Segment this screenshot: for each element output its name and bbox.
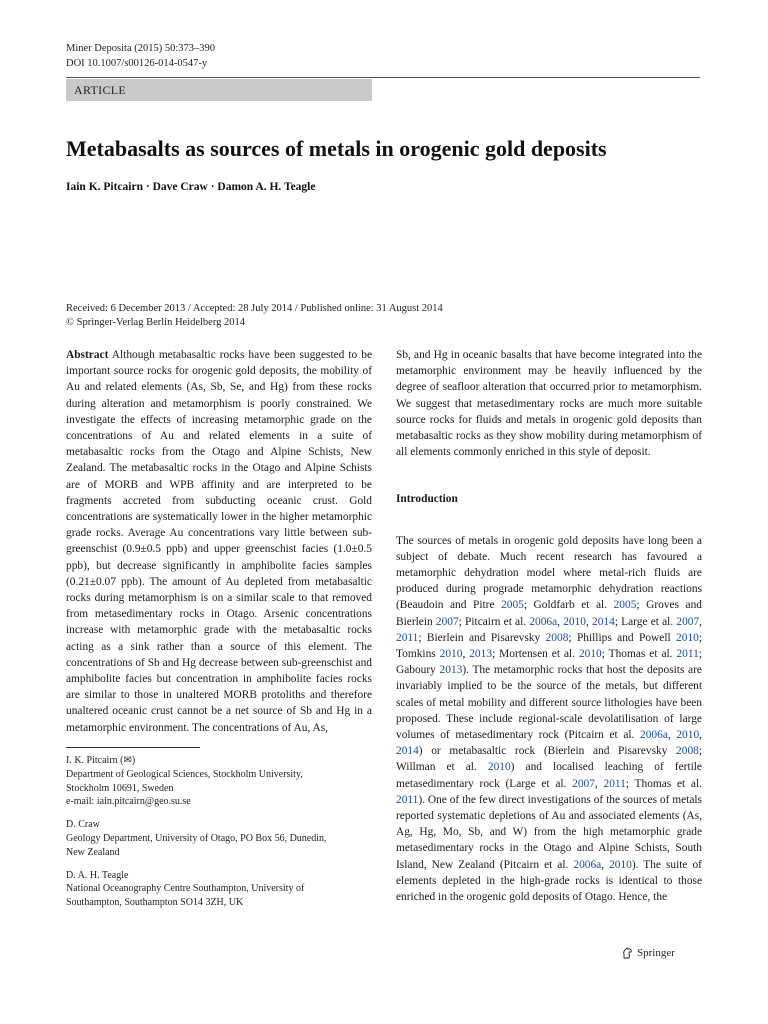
citation-link[interactable]: 2008 — [676, 745, 699, 758]
abstract-column-left — [66, 347, 372, 736]
affiliation-block — [66, 754, 372, 809]
introduction-text: ; Groves and Bierlein — [396, 599, 702, 628]
journal-header — [66, 41, 215, 71]
citation-link[interactable]: 2011 — [603, 777, 626, 790]
history-dates: Received: 6 December 2013 / Accepted: 28 July 2014 / Published online: 31 August 2014 — [66, 303, 443, 314]
header-rule — [66, 77, 700, 78]
introduction-text: ) or metabasaltic rock (Bierlein and Pisarevsky — [418, 745, 677, 758]
abstract-continuation: Sb, and Hg in oceanic basalts that have become integrated into the metamorphic environment may be heavily influenced by the degree of seafloor alteration that occurred prior to metamorphism. We suggest that metasedimentary rocks are much more suitable source rocks for fluids and metals in orogenic gold deposits than metabasaltic rocks as they show mobility during metamorphism of all elements commonly enriched in this style of deposit. — [396, 349, 702, 459]
paper-title: Metabasalts as sources of metals in orogenic gold deposits — [66, 136, 607, 161]
citation-link[interactable]: 2010 — [609, 858, 632, 871]
introduction-text: , — [594, 777, 604, 790]
springer-horse-icon — [622, 947, 633, 959]
introduction-text: ; Goldfarb et al. — [523, 599, 614, 612]
author-name: D. Craw — [66, 819, 100, 831]
affiliation-line: Southampton, Southampton SO14 3ZH, UK — [66, 897, 244, 909]
citation-link[interactable]: 2006a — [640, 729, 668, 742]
footnote-rule — [66, 747, 200, 748]
introduction-text: , — [585, 615, 593, 628]
citation-link[interactable]: 2005 — [501, 599, 524, 612]
introduction-text: The sources of metals in orogenic gold deposits have long been a subject of debate. Much recent research has favoured a metamorphic dehydration model where metal-rich fluids are produced during prograde metamorphic dehydration reactions (Beaudoin and Pitre — [396, 534, 702, 612]
affiliation-block — [66, 818, 372, 859]
citation-link[interactable]: 2007 — [572, 777, 595, 790]
publisher-name: Springer — [637, 947, 675, 959]
citation-link[interactable]: 2010 — [563, 615, 586, 628]
introduction-text: ; Pitcairn et al. — [458, 615, 530, 628]
citation-link[interactable]: 2006a — [573, 858, 602, 871]
citation-link[interactable]: 2013 — [469, 648, 493, 661]
affiliation-line: Stockholm 10691, Sweden — [66, 782, 174, 794]
publication-dates — [66, 302, 443, 330]
citation-link[interactable]: 2006a — [529, 615, 558, 628]
introduction-text: ). The suite of elements depleted in the high-grade rocks is identical to those enriched in the orogenic gold deposits of Otago. Hence, the — [396, 858, 702, 904]
author-list: Iain K. Pitcairn · Dave Craw · Damon A. H. Teagle — [66, 181, 316, 193]
citation-link[interactable]: 2013 — [439, 664, 463, 677]
author-name: I. K. Pitcairn (✉) — [66, 755, 136, 766]
copyright-line: © Springer-Verlag Berlin Heidelberg 2014 — [66, 317, 246, 328]
introduction-text: ; Phillips and Powell — [568, 631, 677, 644]
citation-link[interactable]: 2008 — [545, 631, 569, 644]
citation-link[interactable]: 2010 — [487, 761, 511, 774]
citation-link[interactable]: 2010 — [676, 631, 699, 644]
introduction-text: ; Thomas et al. — [601, 648, 677, 661]
affiliation-line: New Zealand — [66, 846, 120, 858]
introduction-heading: Introduction — [396, 493, 458, 506]
citation-link[interactable]: 2010 — [578, 648, 602, 661]
introduction-text: ; Tomkins — [396, 631, 702, 661]
affiliation-line[interactable]: e-mail: iain.pitcairn@geo.su.se — [66, 796, 191, 808]
section-label-bar — [66, 79, 372, 101]
citation-link[interactable]: 2011 — [396, 793, 419, 806]
abstract-label: Abstract — [66, 349, 109, 361]
affiliations — [66, 754, 372, 919]
introduction-text: ) and localised leaching of fertile metasedimentary rock (Large et al. — [396, 761, 702, 790]
introduction-text: ; Thomas et al. — [625, 777, 702, 790]
affiliation-line: National Oceanography Centre Southampton, University of — [66, 883, 305, 895]
introduction-text: , — [699, 729, 702, 742]
abstract-text: Although metabasaltic rocks have been suggested to be important source rocks for orogenic gold deposits, the mobility of Au and related elements (As, Sb, Se, and Hg) from these rocks during alteration and metamorphism is poorly constrained. We investigate the effects of increasing metamorphic grade on the concentrations of Au and related elements in a suite of metabasaltic rocks from the Otago and Alpine Schists, New Zealand. The metabasaltic rocks in the Otago and Alpine Schists are of MORB and WPB affinity and are interpreted to be fragments accreted from subducting oceanic crust. Gold concentrations are systematically lower in the higher metamorphic grade rocks. Average Au concentrations vary little between sub-greenschist (0.9±0.5 ppb) and upper greenschist facies (1.0±0.5 ppb), but decrease significantly in amphibolite facies samples (0.21±0.07 ppb). The amount of Au depleted from metabasaltic rocks during metamorphism is on a similar scale to that removed from metasedimentary rocks in Otago. Arsenic concentrations increase with metamorphic grade with the metabasaltic rocks acting as a sink rather than a source of this element. The concentrations of Sb and Hg decrease between sub-greenschist and amphibolite facies but concentration in amphibolite facies rocks are similar to those in unaltered MORB protoliths and therefore unaltered oceanic crust cannot be a net source of Sb and Hg in a metamorphic environment. The concentrations of Au, As, — [66, 349, 373, 734]
introduction-text: , — [699, 615, 703, 628]
introduction-text: ). The metamorphic rocks that host the deposits are invariably implied to be the source of the metals, but different scales of metal mobility and different source lithologies have been proposed. These include regional-scale devolatilisation of large volumes of metasedimentary rock (Pitcairn et al. — [396, 664, 702, 742]
citation-link[interactable]: 2005 — [613, 599, 637, 612]
citation-link[interactable]: 2007 — [676, 615, 700, 628]
citation-link[interactable]: 2014 — [396, 745, 419, 758]
introduction-text: , — [462, 648, 470, 661]
introduction-text: ; Mortensen et al. — [492, 648, 579, 661]
right-column — [396, 347, 702, 905]
citation-link[interactable]: 2007 — [435, 615, 459, 628]
citation-link[interactable]: 2011 — [676, 648, 699, 661]
affiliation-block — [66, 869, 372, 910]
citation-link[interactable]: 2014 — [592, 615, 615, 628]
affiliation-line: Geology Department, University of Otago, PO Box 56, Dunedin, — [66, 832, 327, 844]
section-label: ARTICLE — [74, 83, 127, 97]
introduction-text: , — [601, 858, 610, 871]
citation-link[interactable]: 2010 — [676, 729, 700, 742]
journal-citation: Miner Deposita (2015) 50:373–390 — [66, 43, 216, 54]
introduction-body — [396, 533, 702, 906]
introduction-text: ; Bierlein and Pisarevsky — [418, 631, 546, 644]
introduction-text: ; Willman et al. — [396, 745, 702, 774]
introduction-text: ; Gaboury — [396, 648, 702, 677]
publisher-logo — [622, 947, 675, 959]
affiliation-line: Department of Geological Sciences, Stockholm University, — [66, 768, 303, 780]
doi: DOI 10.1007/s00126-014-0547-y — [66, 58, 208, 69]
author-name: D. A. H. Teagle — [66, 869, 129, 881]
citation-link[interactable]: 2010 — [439, 648, 463, 661]
introduction-text: , — [667, 729, 677, 742]
introduction-text: ; Large et al. — [614, 615, 677, 628]
introduction-text: , — [557, 615, 564, 628]
citation-link[interactable]: 2011 — [396, 631, 419, 644]
abstract-paragraph — [66, 347, 372, 736]
introduction-text: ). One of the few direct investigations of the sources of metals reported systematic depletions of Au and associated elements (As, Ag, Hg, Mo, Sb, and W) from the high metamorphic grade metasedimentary rocks in the Otago and Alpine Schists, South Island, New Zealand (Pitcairn et al. — [396, 793, 702, 871]
